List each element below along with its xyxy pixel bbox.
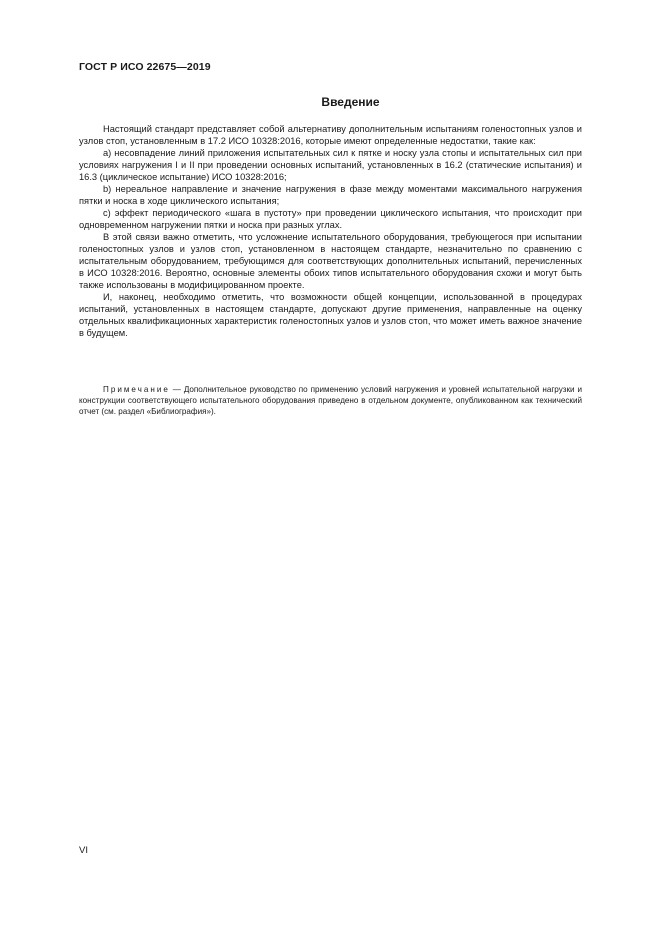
- paragraph-item-b: b) нереальное направление и значение нагружения в фазе между моментами максимального нагружения пятки и носка в ходе циклического испытания;: [79, 184, 582, 206]
- note-text: — Дополнительное руководство по применению условий нагружения и уровней испытательной нагрузки и конструкции соответствующего испытательного оборудования приведено в отдельном документе, опубликованном как технический отчет (см. раздел «Библиография»).: [79, 385, 582, 416]
- introduction-body: [79, 123, 582, 339]
- page-number: VI: [79, 845, 88, 856]
- note-paragraph: [79, 384, 582, 417]
- paragraph-conclusion: И, наконец, необходимо отметить, что возможности общей концепции, использованной в процедурах испытаний, установленных в настоящем стандарте, допускают другие применения, направленные на оценку отдельных квалификационных характеристик голеностопных узлов и узлов стоп, что может иметь важное значение в будущем.: [79, 292, 582, 338]
- document-header: ГОСТ Р ИСО 22675—2019: [79, 61, 211, 73]
- note-block: [79, 384, 582, 417]
- paragraph-equipment: В этой связи важно отметить, что усложнение испытательного оборудования, требующегося при испытании голеностопных узлов и узлов стоп, установленном в настоящем стандарте, незначительно по сравнению с испытательным оборудованием, требующимся для соответствующих дополнительных испытаний, перечисленных в ИСО 10328:2016. Вероятно, основные элементы обоих типов испытательного оборудования схожи и могут быть также использованы в модифицированном проекте.: [79, 232, 582, 290]
- paragraph-item-a: a) несовпадение линий приложения испытательных сил к пятке и носку узла стопы и испытательных сил при условиях нагружения I и II при проведении основных испытаний, установленных в 16.2 (статические испытания) и 16.3 (циклическое испытание) ИСО 10328:2016;: [79, 148, 582, 182]
- note-label: Примечание: [103, 385, 170, 394]
- section-title: Введение: [321, 95, 380, 109]
- paragraph-item-c: c) эффект периодического «шага в пустоту» при проведении циклического испытания, что происходит при одновременном нагружении пятки и носка при разных углах.: [79, 208, 582, 230]
- paragraph-intro: Настоящий стандарт представляет собой альтернативу дополнительным испытаниям голеностопных узлов и узлов стоп, установленным в 17.2 ИСО 10328:2016, которые имеют определенные недостатки, такие как:: [79, 124, 582, 146]
